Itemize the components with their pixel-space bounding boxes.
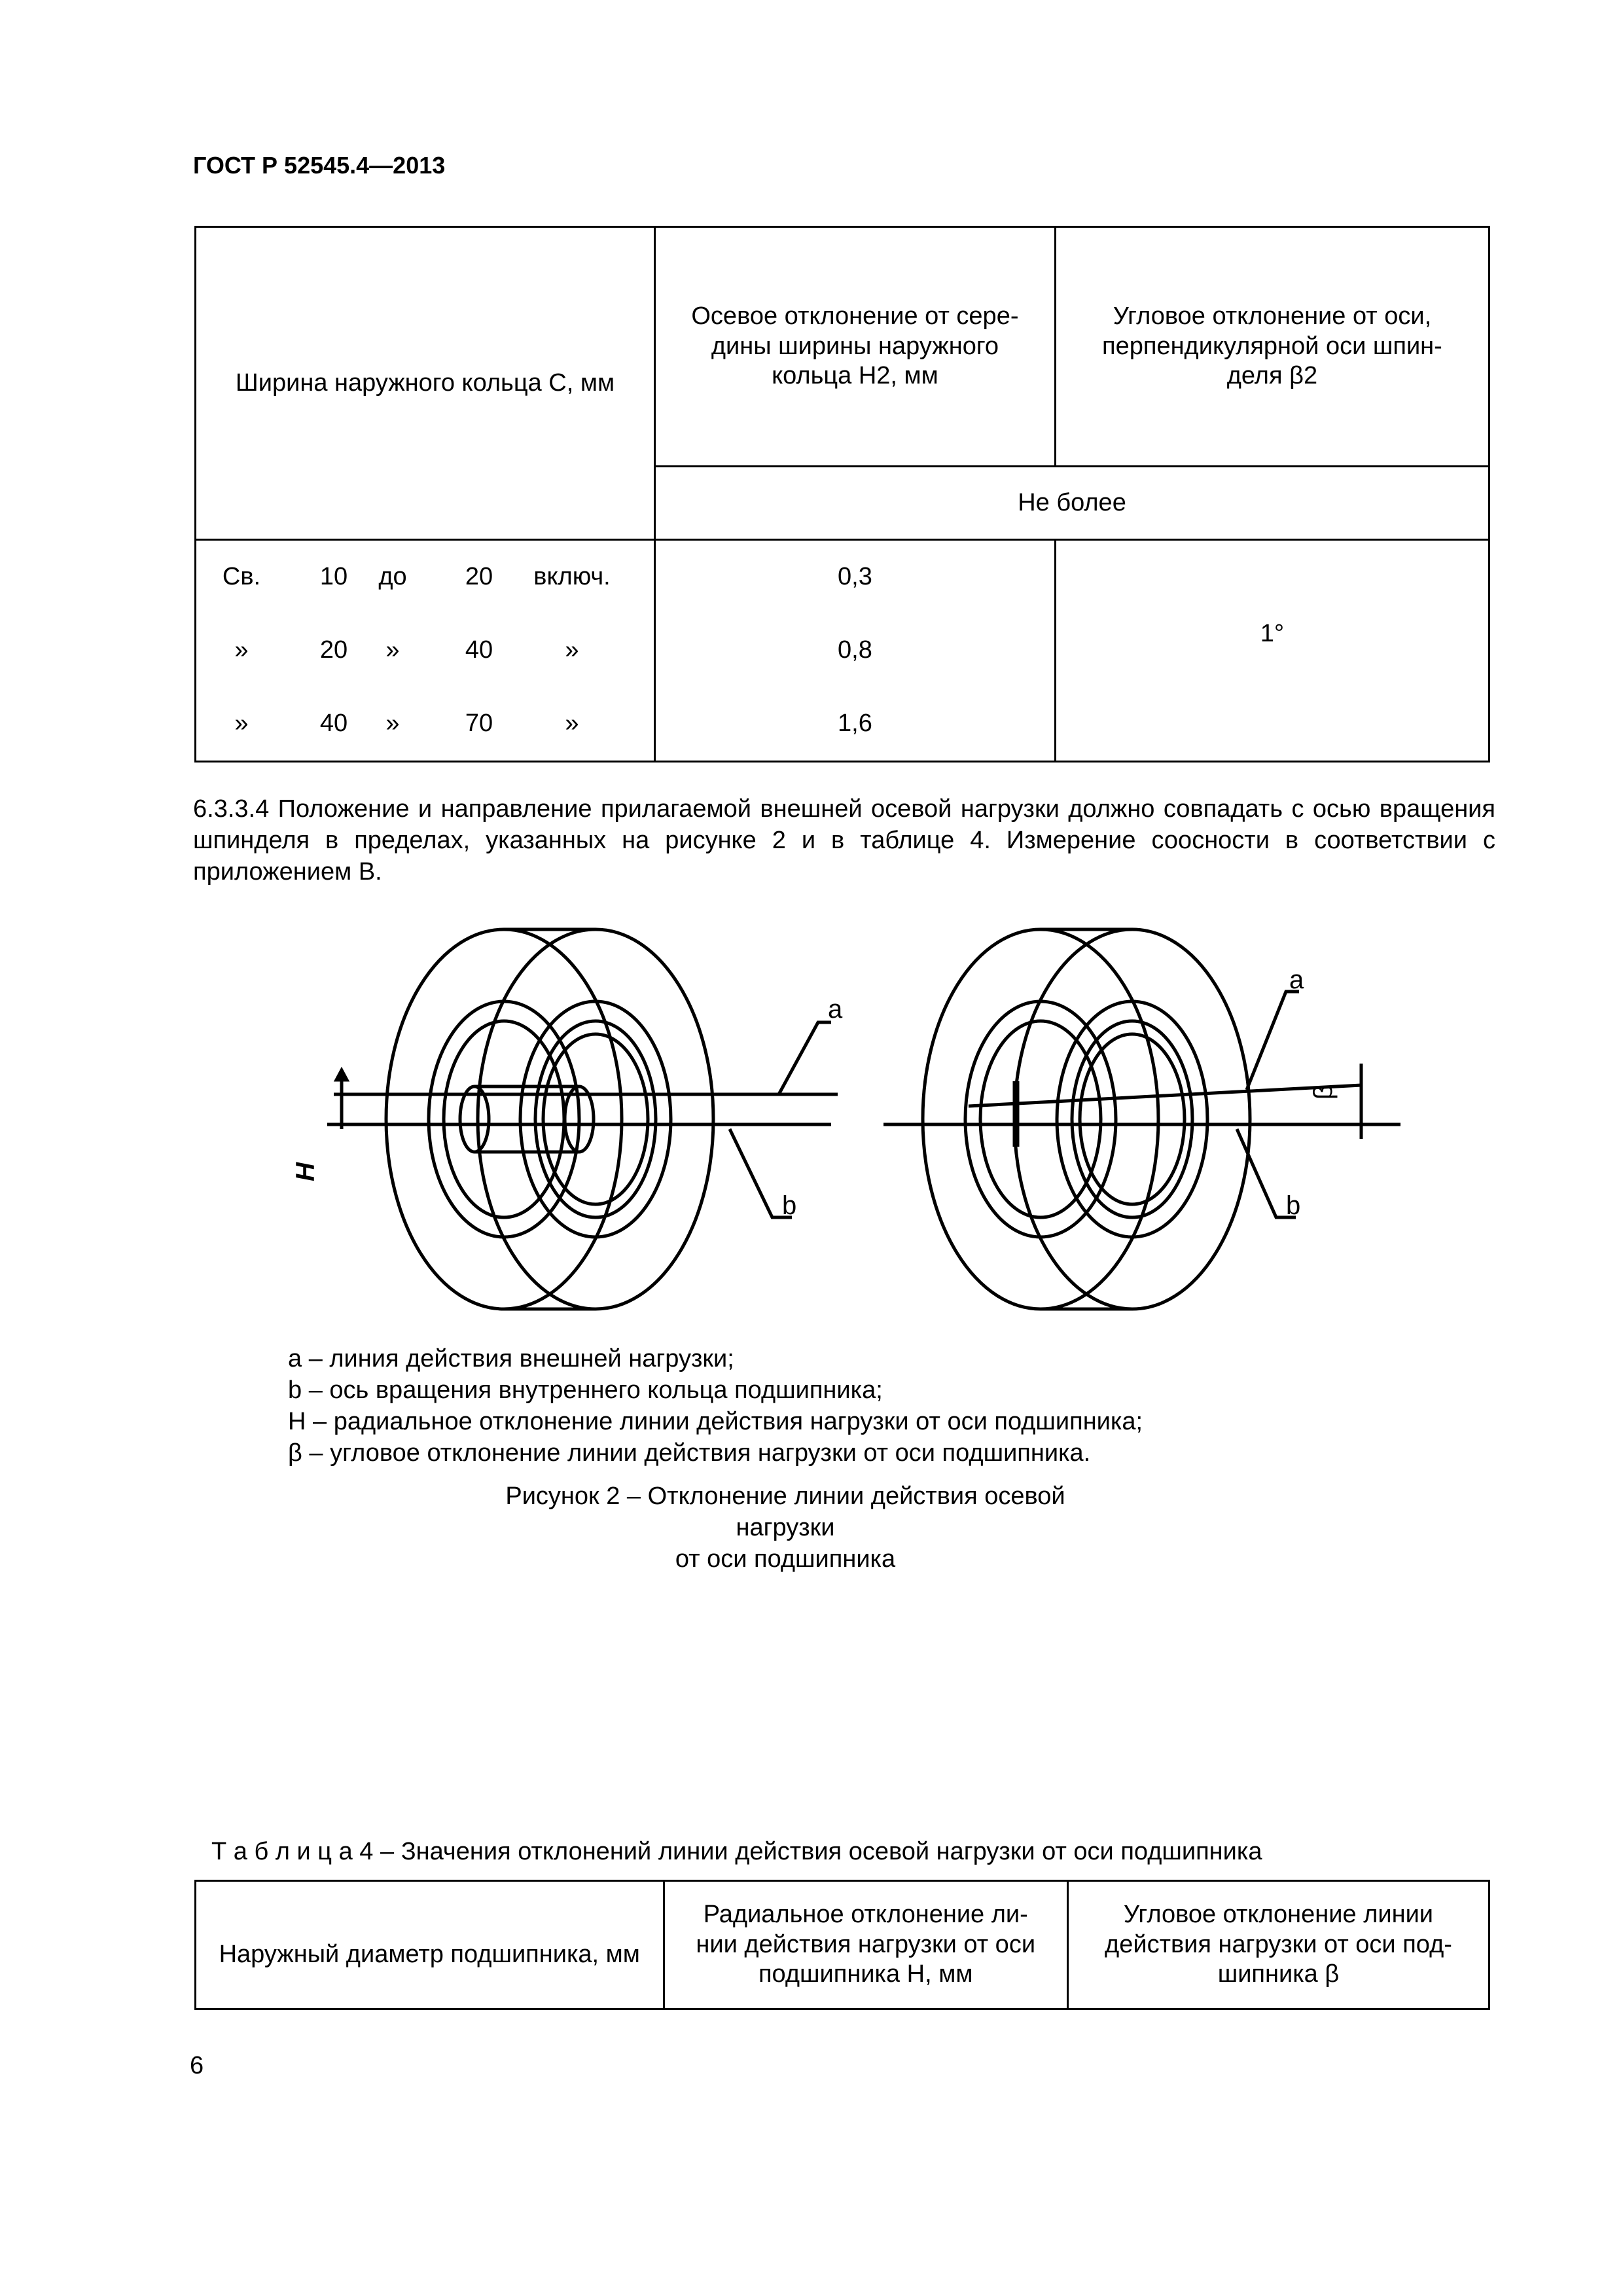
label-beta: β <box>1309 1084 1338 1100</box>
table3-axial-values <box>655 540 1056 762</box>
paragraph-6-3-3-4: 6.3.3.4 Положение и направление прилагаемой внешней осевой нагрузки должно совпадать с осью вращения шпинделя в пределах, указанных на рисунке 2 и в таблице 4. Измерение соосности в соответствии с приложением В. <box>193 795 1495 886</box>
table4-col1-header: Наружный диаметр подшипника, мм <box>196 1881 664 2009</box>
table-cell: 0,8 <box>838 636 872 664</box>
legend-item-a: a – линия действия внешней нагрузки; <box>288 1345 734 1372</box>
label-b-left: b <box>782 1191 797 1220</box>
table3-angle-value: 1° <box>1055 540 1489 762</box>
table-cell: 0,3 <box>838 563 872 591</box>
table3-col3-header: Угловое отклонение от оси, перпендикулярной оси шпин- деля β2 <box>1055 227 1489 467</box>
label-a-right: a <box>1289 965 1304 994</box>
label-b-right: b <box>1286 1191 1301 1220</box>
table-row: » 20 » 40 » <box>234 636 579 664</box>
table3-col1-header: Ширина наружного кольца C, мм <box>196 227 655 540</box>
table3-subheader: Не более <box>655 467 1489 540</box>
right-bearing-drawing <box>883 929 1400 1309</box>
figure-bearing-load-deviation <box>288 903 1400 1348</box>
left-bearing-drawing <box>327 929 838 1309</box>
table3-col2-header: Осевое отклонение от сере- дины ширины наружного кольца H2, мм <box>655 227 1056 467</box>
document-header: ГОСТ Р 52545.4—2013 <box>193 152 446 179</box>
table-cell: 1,6 <box>838 709 872 738</box>
table-bearing-width <box>194 226 1490 762</box>
page-number: 6 <box>190 2052 204 2079</box>
figure-legend <box>288 1343 1143 1469</box>
label-H: H <box>291 1162 320 1181</box>
legend-item-b: b – ось вращения внутреннего кольца подшипника; <box>288 1376 883 1404</box>
legend-item-H: H – радиальное отклонение линии действия нагрузки от оси подшипника; <box>288 1408 1143 1435</box>
table4-caption: Т а б л и ц а 4 – Значения отклонений линии действия осевой нагрузки от оси подшипника <box>211 1838 1262 1865</box>
table4-col2-header: Радиальное отклонение ли- нии действия нагрузки от оси подшипника H, мм <box>664 1881 1067 2009</box>
label-a-left: a <box>828 995 843 1024</box>
table-row: » 40 » 70 » <box>234 709 579 738</box>
figure-caption: Рисунок 2 – Отклонение линии действия осевой нагрузки от оси подшипника <box>505 1482 1065 1573</box>
legend-item-beta: β – угловое отклонение линии действия нагрузки от оси подшипника. <box>288 1439 1091 1467</box>
table-row: Св. 10 до 20 включ. <box>222 563 611 591</box>
table-load-deviation <box>194 1880 1490 2010</box>
table4-col3-header: Угловое отклонение линии действия нагрузки от оси под- шипника β <box>1067 1881 1489 2009</box>
table3-width-ranges <box>196 540 655 762</box>
